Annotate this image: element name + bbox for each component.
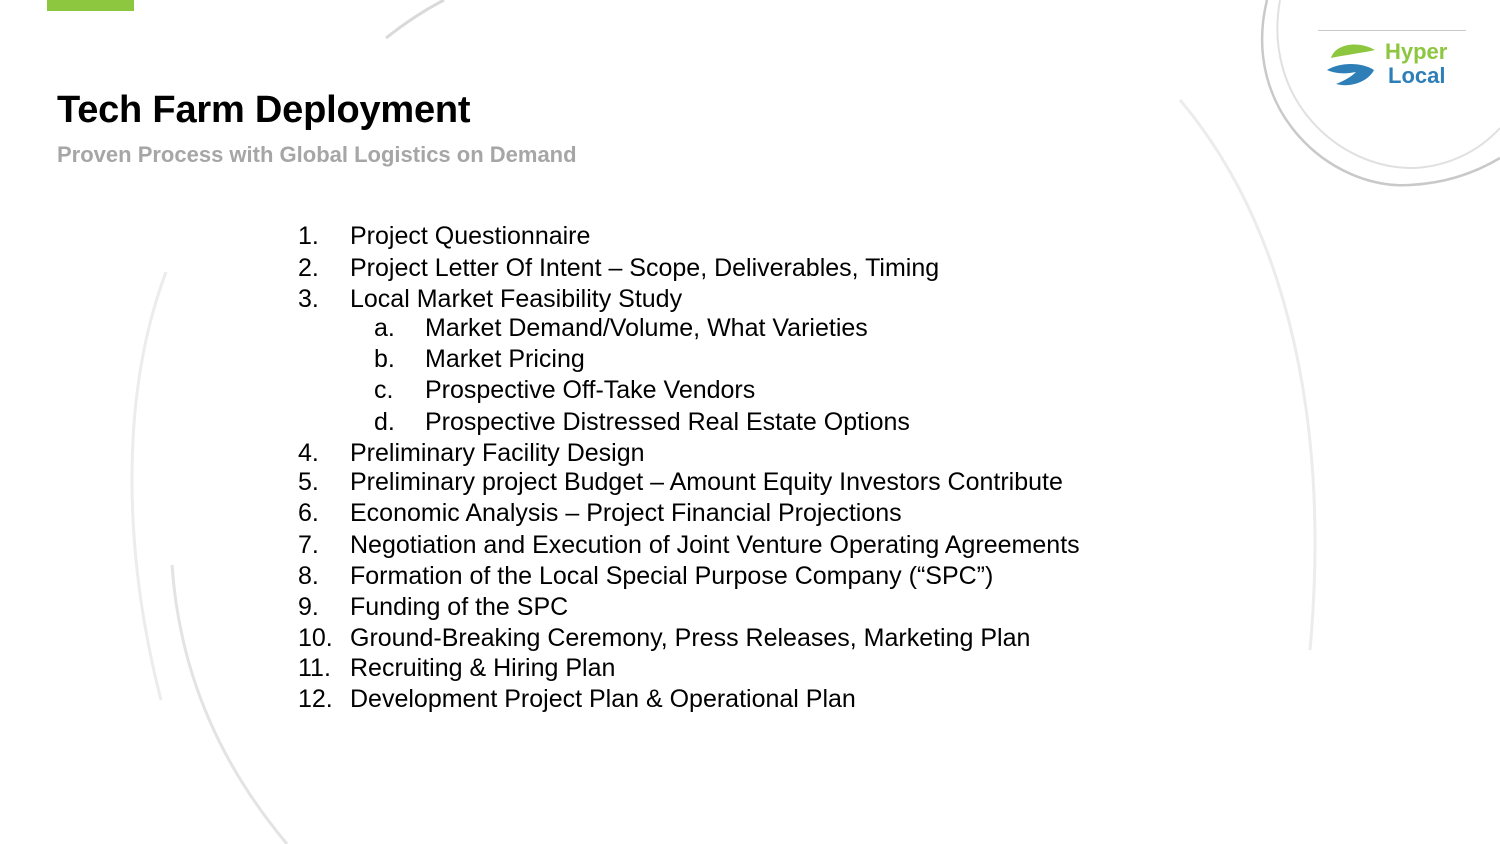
sub-list-item-letter: c. (374, 376, 394, 404)
sub-list-item-text: Prospective Off-Take Vendors (425, 376, 756, 404)
sub-list-item-letter: a. (374, 314, 395, 342)
list-item-number: 12. (298, 685, 333, 713)
list-item-text: Funding of the SPC (350, 593, 569, 621)
right-arc (1180, 100, 1315, 650)
slide-subtitle: Proven Process with Global Logistics on Demand (57, 142, 577, 167)
left-outer-arc (172, 565, 287, 844)
list-item-number: 2. (298, 254, 319, 282)
list-item-number: 6. (298, 499, 319, 527)
list-item-text: Economic Analysis – Project Financial Projections (350, 499, 902, 527)
list-item-text: Preliminary project Budget – Amount Equity Investors Contribute (350, 468, 1063, 496)
sub-list-item-letter: b. (374, 345, 395, 373)
top-arc (386, 0, 444, 38)
list-item-text: Preliminary Facility Design (350, 439, 645, 467)
slide-title: Tech Farm Deployment (57, 89, 471, 131)
list-item-text: Local Market Feasibility Study (350, 285, 683, 313)
corner-arc-outer (1262, 0, 1500, 185)
sub-list-item-text: Market Pricing (425, 345, 585, 373)
list-item-number: 4. (298, 439, 319, 467)
list-item-number: 8. (298, 562, 319, 590)
sub-list-item-text: Prospective Distressed Real Estate Options (425, 408, 910, 436)
list-item-number: 3. (298, 285, 319, 313)
list-item-text: Project Letter Of Intent – Scope, Deliverables, Timing (350, 254, 940, 282)
accent-bar (47, 0, 134, 11)
logo-divider (1318, 30, 1466, 31)
list-item-number: 10. (298, 624, 333, 652)
list-item-text: Ground-Breaking Ceremony, Press Releases, Marketing Plan (350, 624, 1031, 652)
list-item-text: Project Questionnaire (350, 222, 591, 250)
list-item-text: Development Project Plan & Operational Plan (350, 685, 856, 713)
logo-text-hyper: Hyper (1385, 39, 1448, 64)
list-item-text: Negotiation and Execution of Joint Venture Operating Agreements (350, 531, 1080, 559)
list-item-number: 7. (298, 531, 319, 559)
list-item-text: Recruiting & Hiring Plan (350, 654, 616, 682)
left-inner-arc (132, 272, 166, 700)
sub-list-item-text: Market Demand/Volume, What Varieties (425, 314, 868, 342)
list-item-text: Formation of the Local Special Purpose Company (“SPC”) (350, 562, 994, 590)
sub-list-item-letter: d. (374, 408, 395, 436)
logo-text-local: Local (1388, 63, 1446, 88)
list-item-number: 5. (298, 468, 319, 496)
list-item-number: 1. (298, 222, 319, 250)
list-item-number: 9. (298, 593, 319, 621)
list-item-number: 11. (298, 654, 331, 682)
